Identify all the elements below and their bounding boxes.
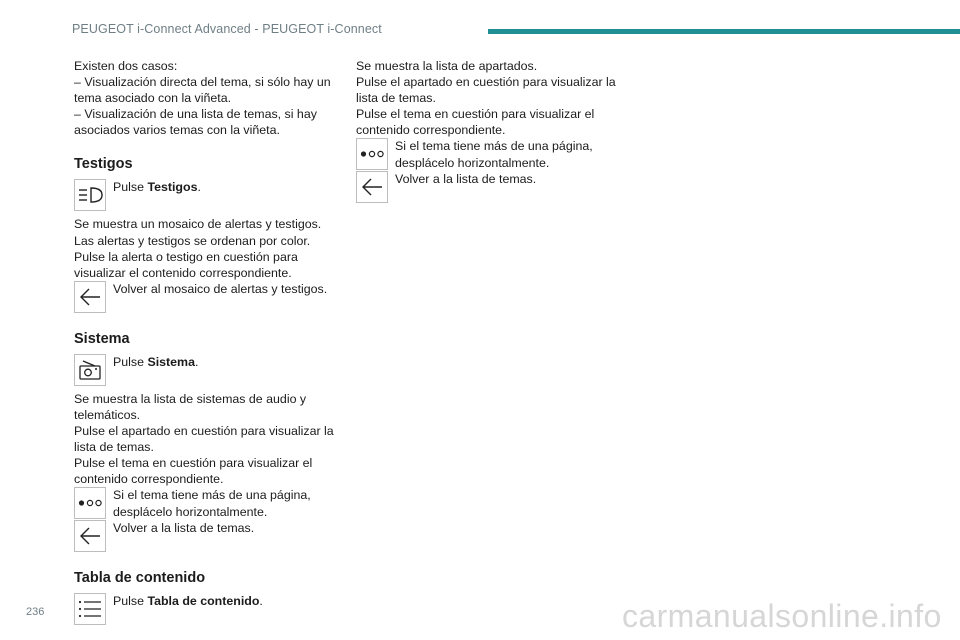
back-arrow-icon — [74, 520, 106, 552]
testigos-body-3: Pulse la alerta o testigo en cuestión para visualizar el contenido correspondiente. — [74, 249, 298, 280]
left-column — [74, 58, 336, 625]
intro-line-2: – Visualización directa del tema, si sólo hay un tema asociado con la viñeta. — [74, 75, 331, 106]
step-keyword: Sistema — [147, 354, 195, 369]
right-body-2: Pulse el apartado en cuestión para visualizar la lista de temas. — [356, 75, 616, 106]
right-body-1: Se muestra la lista de apartados. — [356, 59, 538, 73]
page-dots-icon — [356, 138, 388, 170]
right-step-back-list — [356, 171, 618, 203]
testigos-body-1: Se muestra un mosaico de alertas y testigos. — [74, 217, 322, 232]
right-page-dots-text: Si el tema tiene más de una página, desplácelo horizontalmente. — [395, 139, 593, 170]
step-tabla — [74, 593, 336, 625]
back-arrow-icon — [74, 281, 106, 313]
testigos-body-2: Las alertas y testigos se ordenan por color. — [74, 233, 311, 248]
intro-line-3: – Visualización de una lista de temas, si hay asociados varios temas con la viñeta. — [74, 107, 317, 138]
right-column — [356, 58, 618, 203]
step-keyword: Tabla de contenido — [147, 593, 260, 608]
step-keyword: Testigos — [147, 180, 198, 195]
section-heading-tabla: Tabla de contenido — [74, 569, 206, 586]
step-sistema-text — [113, 354, 198, 370]
back-list-text: Volver a la lista de temas. — [113, 520, 255, 535]
step-prefix: Pulse — [113, 354, 148, 369]
step-tabla-text — [113, 593, 263, 609]
step-prefix: Pulse — [113, 593, 148, 608]
system-icon — [74, 354, 106, 386]
step-testigos-text — [113, 179, 201, 195]
page-dots-icon — [74, 487, 106, 519]
section-heading-sistema: Sistema — [74, 330, 130, 347]
step-suffix: . — [259, 593, 263, 608]
page-dots-text: Si el tema tiene más de una página, desplácelo horizontalmente. — [113, 488, 311, 519]
intro-line-1: Existen dos casos: — [74, 59, 178, 73]
page-number: 236 — [26, 606, 45, 618]
sistema-body-3: Pulse el tema en cuestión para visualizar el contenido correspondiente. — [74, 456, 313, 487]
step-suffix: . — [197, 180, 201, 195]
list-icon — [74, 593, 106, 625]
step-back-list — [74, 520, 336, 552]
step-testigos — [74, 179, 336, 211]
step-sistema — [74, 354, 336, 386]
step-suffix: . — [194, 354, 199, 369]
step-back-mosaic — [74, 281, 336, 313]
sistema-body-1: Se muestra la lista de sistemas de audio y telemáticos. — [74, 391, 307, 422]
header-accent-bar — [488, 29, 960, 34]
right-back-list-text: Volver a la lista de temas. — [395, 171, 537, 186]
back-mosaic-text: Volver al mosaico de alertas y testigos. — [113, 281, 328, 296]
section-heading-testigos: Testigos — [74, 156, 133, 173]
back-arrow-icon — [356, 171, 388, 203]
step-prefix: Pulse — [113, 180, 148, 195]
right-step-page-dots — [356, 138, 618, 170]
watermark: carmanualsonline.info — [622, 598, 942, 634]
sistema-body-2: Pulse el apartado en cuestión para visualizar la lista de temas. — [74, 424, 334, 455]
step-page-dots — [74, 487, 336, 519]
right-body-3: Pulse el tema en cuestión para visualizar el contenido correspondiente. — [356, 107, 595, 138]
warning-lights-icon — [74, 179, 106, 211]
running-header-title: PEUGEOT i-Connect Advanced - PEUGEOT i-Connect — [72, 22, 382, 36]
